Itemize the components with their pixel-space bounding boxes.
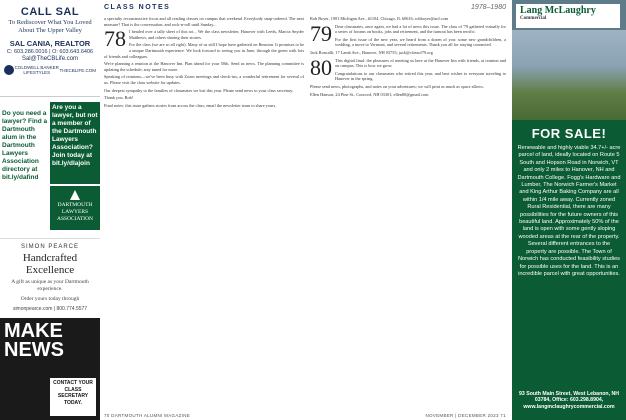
- note-p3: For the class (we are so all right). Many of us still I hope have gathered on Reunion. It promises to be a unique Dartmouth experience. We look forward to seeing you in June, through the green with lots of friends and colleagues.: [104, 42, 304, 59]
- dla-badge: [50, 186, 100, 230]
- lm-logo: [516, 4, 620, 28]
- property-description: Renewable and highly viable 34.7+/- acre parcel of land, ideally located on Route 5 South and Hopson Road in Norwich, VT and only 2 miles to Hanover, NH and Dartmouth College. Fogg's Hardware and Lumber, The Norwich Farmer's Market and King Arthur Baking Company are all within 1/4 mile away. Currently zoned Rural Residential, there are many possibilities for the future owners of this beautiful land. Approximately 50% of the land is open with some gently sloping wooded areas at the rear of the property. Several different entrances to the property are possible. The Town of Norwich has conducted feasibility studies for possible uses for the land. This is an incredible parcel with great opportunities.: [517, 145, 621, 277]
- simon-pearce-ad[interactable]: [0, 238, 100, 315]
- pine-tree-icon: [70, 190, 80, 200]
- coldwell-banker-logo: [4, 65, 96, 75]
- class-notes-column-1: [104, 0, 304, 420]
- call-sal-email[interactable]: Sal@TheCBLife.com: [21, 56, 79, 62]
- make-news-box: CONTACT YOUR CLASS SECRETARY TODAY.: [50, 378, 96, 416]
- note-p13: This digital final: the pleasures of meeting us here at the Hanover Inn with friends, at reunion and on campus. This is how we grow.: [335, 57, 506, 69]
- note-p11: For the first issue of the new year, we heard from a dozen of you: some new grandchildren, a wedding, a move to Vermont, and several retirements. Thank you all for staying connected.: [335, 36, 506, 48]
- note-p10: Dear classmates, once again, we had a lot of news this issue. The class of '79 gathered virtually for a series of forums on books, jobs and retirement, and the turnout has been terrific.: [335, 23, 506, 35]
- note-p2: I headed over a tally sheet of this rot... We the class newsletter, Hanover with Leeds, Marcia Snyder Matthews, and others sharing their stories.: [129, 29, 304, 40]
- note-p15: Please send news, photographs, and notes on your adventures; we will print as much as space allows.: [310, 83, 484, 89]
- note-p6: Our deepest sympathy to the families of classmates we lost this year. Please send news to your class secretary.: [104, 87, 294, 93]
- footer-right: NOVEMBER | DECEMBER 2023 71: [425, 413, 506, 418]
- class-number-79: 79: [310, 20, 332, 46]
- simon-pearce-brand: SIMON PEARCE: [20, 244, 79, 250]
- year-range: 1978–1980: [470, 4, 506, 11]
- lm-logo-line2: Commercial: [520, 16, 547, 21]
- note-p8: Final notes: this issue gathers stories from across the class; email the newsletter team to share yours.: [104, 102, 277, 108]
- note-p9: Rob Boyer, 1901 Michigan Ave., #1104, Chicago, IL 60616; robboyer@aol.com: [310, 16, 449, 21]
- lang-mclaughry-ad[interactable]: [512, 0, 626, 420]
- note-p14: Congratulations to our classmates who retired this year, and best wishes to everyone traveling to Hanover in the spring.: [335, 70, 506, 82]
- lm-address[interactable]: 93 South Main Street, West Lebanon, NH 03784, Office: 603.298.8904, www.langmclaughrycommercial.com: [519, 390, 619, 410]
- dla-cta: Are you a lawyer, but not a member of the Dartmouth Lawyers Association? Join today at bit.ly/dlajoin: [50, 102, 100, 184]
- note-p7: Thank you, Rob!: [104, 95, 134, 101]
- call-sal-phones: C: 603.286.0016 | O: 603.643.6406: [6, 49, 94, 55]
- simon-pearce-blurb: A gift as unique as your Dartmouth experience.: [11, 279, 89, 292]
- dla-badge-text: DARTMOUTH LAWYERS ASSOCIATION: [56, 202, 94, 222]
- note-p12: Jack Roncalli, 17 Lamb Ave., Hanover, NH 03755; jack@classof79.org: [310, 49, 433, 55]
- make-news-headline: MAKE NEWS: [4, 320, 64, 361]
- call-sal-headline: CALL SAL: [20, 6, 80, 18]
- call-sal-ad[interactable]: [0, 0, 100, 97]
- section-title: CLASS NOTES: [104, 4, 171, 11]
- note-p4: We're planning a reunion at the Hanover Inn. Plan ahead for your 50th. Send us news. The planning committee is updating the schedule; stay tuned for more.: [104, 61, 304, 72]
- land-photo: [512, 30, 626, 120]
- dla-question: Do you need a lawyer? Find a Dartmouth alum in the Dartmouth Lawyers Association directory at bit.ly/dafind: [2, 110, 48, 181]
- make-news-ad[interactable]: [0, 318, 100, 420]
- cb-website[interactable]: THECBLIFE.COM: [59, 67, 96, 73]
- simon-pearce-headline: Handcrafted Excellence: [22, 252, 78, 276]
- cb-brand: COLDWELL BANKER: [14, 65, 59, 70]
- cb-brand-sub: LIFESTYLES: [23, 70, 51, 75]
- class-number-78: 78: [104, 26, 126, 52]
- for-sale-headline: FOR SALE!: [531, 126, 607, 141]
- left-ad-column: [0, 0, 100, 420]
- call-sal-name: SAL CANIA, REALTOR: [9, 39, 91, 48]
- footer-left: 70 DARTMOUTH ALUMNI MAGAZINE: [104, 413, 191, 418]
- note-p5: Speaking of reunions—we've been busy with Zoom meetings and check-ins; a wonderful retirement for several of us. Please visit the class website for updates.: [104, 74, 304, 85]
- lm-body: [512, 120, 626, 420]
- simon-pearce-contact[interactable]: simonpearce.com | 800.774.5577: [12, 306, 88, 312]
- dartmouth-lawyers-ad[interactable]: [0, 98, 100, 238]
- lm-logo-line1: Lang McLaughry: [520, 5, 596, 16]
- note-p16: Ellen Hanson, 24 Pine St., Concord, NH 03301; ellen80@gmail.com: [310, 91, 429, 97]
- class-number-80: 80: [310, 54, 332, 80]
- class-notes-column-2: [310, 0, 506, 420]
- notes-body-1: [104, 16, 304, 110]
- cb-icon: [4, 65, 14, 75]
- note-p1: a specialty reconstructive focus and all reading classes on campus that weekend. Everybody snap-ordered. The next measure? That is the conversation, and rock-n-roll until Sunday...: [104, 16, 304, 27]
- lm-header: [512, 0, 626, 120]
- simon-pearce-sub: Order yours today through: [20, 296, 80, 302]
- call-sal-tagline: To Rediscover What You Loved About The Upper Valley: [8, 19, 92, 34]
- notes-body-2: [310, 16, 506, 99]
